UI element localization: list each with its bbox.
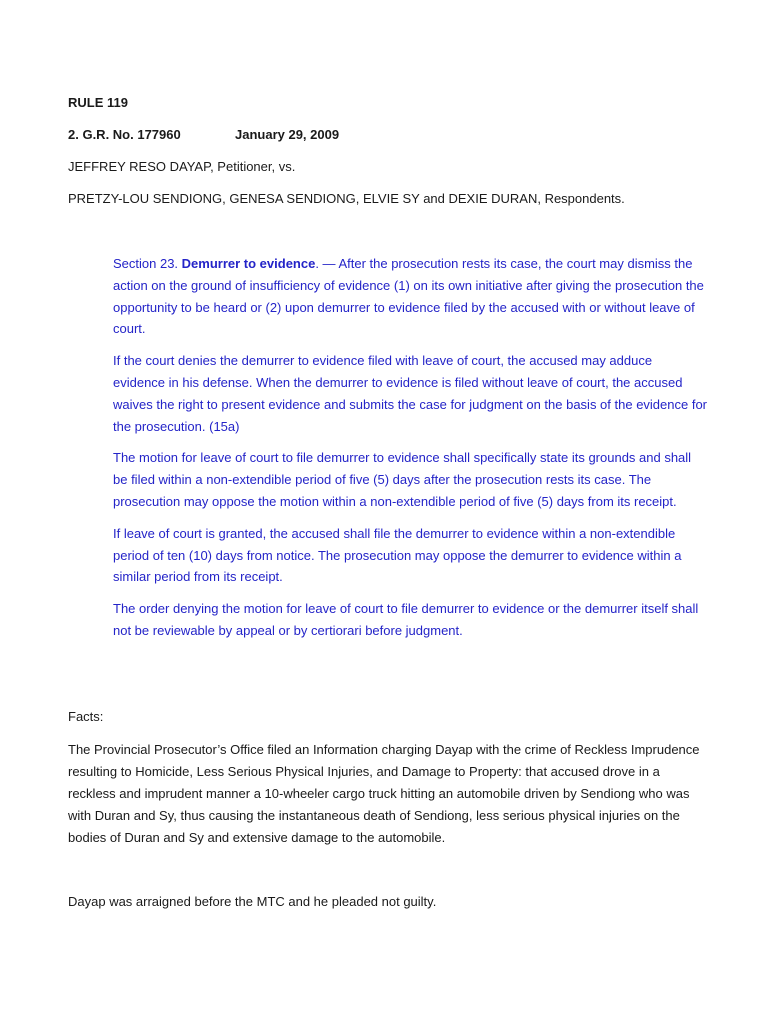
facts-paragraph-1 — [68, 739, 708, 849]
facts-heading: Facts: — [68, 709, 104, 724]
provision-paragraph-5: The order denying the motion for leave of court to file demurrer to evidence or the demurrer itself shall not be reviewable by appeal or by certiorari before judgment. — [113, 601, 699, 638]
section-prefix: Section 23. — [113, 256, 182, 271]
facts-paragraph-2: Dayap was arraigned before the MTC and he pleaded not guilty. — [68, 894, 437, 909]
rule-heading: RULE 119 — [68, 95, 128, 110]
section-23-paragraph — [113, 253, 707, 340]
case-number-line — [68, 126, 388, 144]
section-title: Demurrer to evidence — [181, 256, 316, 271]
respondents-line: PRETZY-LOU SENDIONG, GENESA SENDIONG, ELVIE SY and DEXIE DURAN, Respondents. — [68, 191, 625, 206]
section-body: . — After the prosecution rests its case, the court may dismiss the action on the ground of insufficiency of evidence (1) on its own initiative after giving the prosecution the opportunity to be heard or (2) upon demurrer to evidence filed by the accused with or without leave of court. — [113, 256, 704, 337]
case-date: January 29, 2009 — [235, 127, 340, 142]
petitioner-line: JEFFREY RESO DAYAP, Petitioner, vs. — [68, 159, 296, 174]
provision-paragraph-3: The motion for leave of court to file demurrer to evidence shall specifically state its grounds and shall be filed within a non-extendible period of five (5) days after the prosecution rests its case. The prosecution may oppose the motion within a non-extendible period of five (5) days from its receipt. — [113, 450, 692, 509]
provision-paragraph-2: If the court denies the demurrer to evidence filed with leave of court, the accused may adduce evidence in his defense. When the demurrer to evidence is filed without leave of court, the accused waives the right to present evidence and submits the case for judgment on the basis of the evidence for the prosecution. (15a) — [113, 353, 708, 434]
gr-number: 2. G.R. No. 177960 — [68, 127, 181, 142]
facts-text-1: The Provincial Prosecutor’s Office filed an Information charging Dayap with the crime of Reckless Imprudence resulting to Homicide, Less Serious Physical Injuries, and Damage to Property: that accused drove in a reckless and imprudent manner a 10-wheeler cargo truck hitting an automobile driven by Sendiong who was with Duran and Sy, thus causing the instantaneous death of Sendiong, less serious physical injuries on the bodies of Duran and Sy and extensive damage to the automobile. — [68, 742, 700, 845]
provision-block — [113, 253, 707, 642]
provision-paragraph-4: If leave of court is granted, the accused shall file the demurrer to evidence within a non-extendible period of ten (10) days from notice. The prosecution may oppose the demurrer to evidence within a similar period from its receipt. — [113, 525, 682, 585]
